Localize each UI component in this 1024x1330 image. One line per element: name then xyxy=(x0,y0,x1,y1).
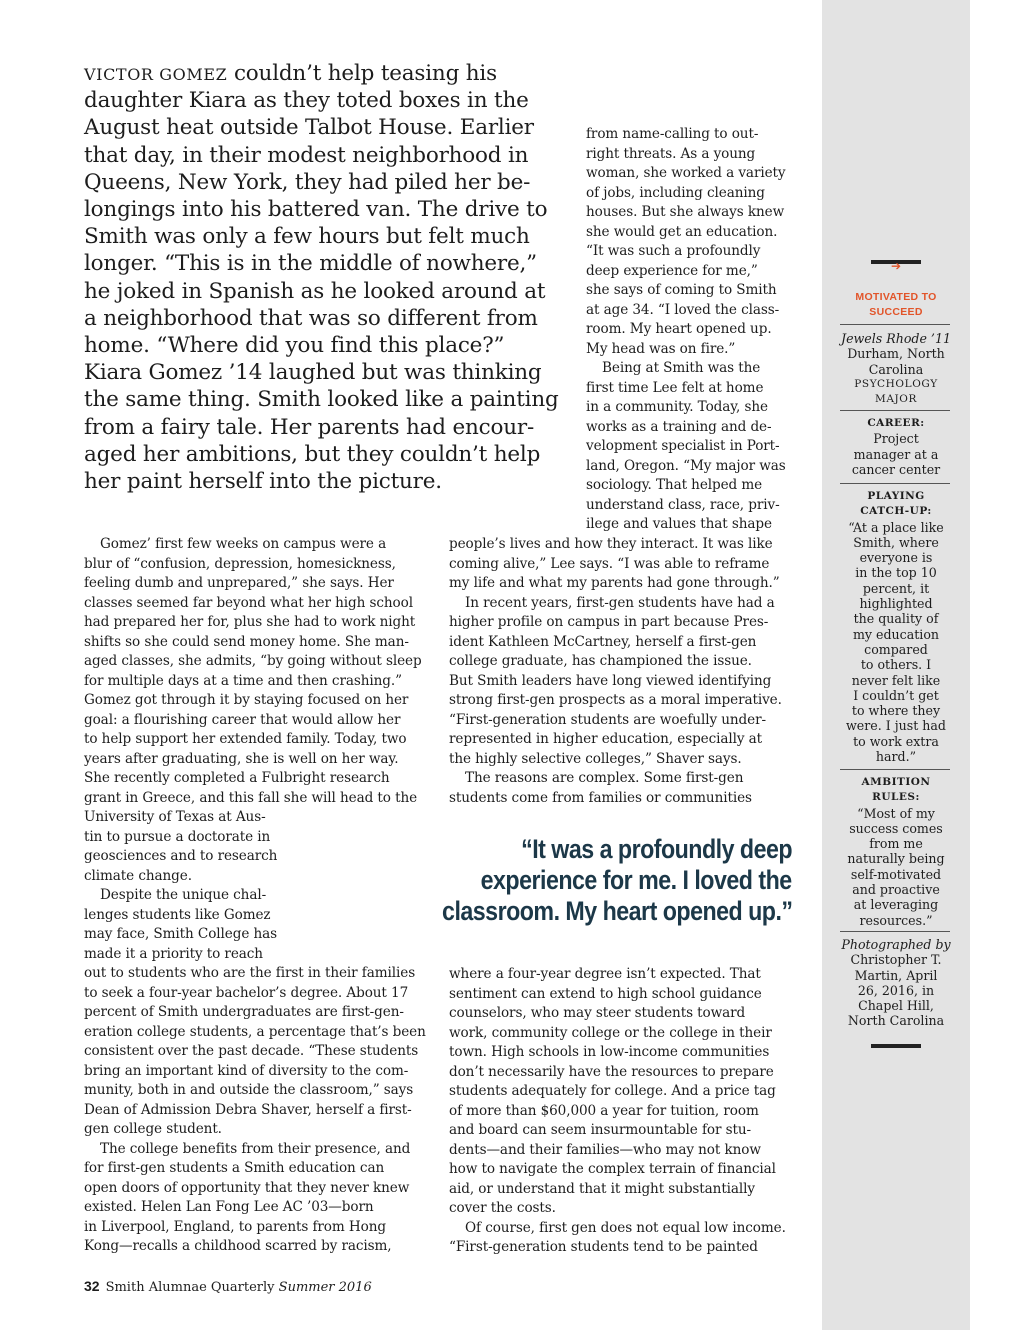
sidebar-text-line: self-motivated xyxy=(850,866,942,882)
profile-name: Jewels Rhode ’11 xyxy=(841,331,951,346)
text-line: Dean of Admission Debra Shaver, herself a first- xyxy=(84,1101,412,1118)
sidebar-text-line: Smith, where xyxy=(853,534,939,550)
text-line: students adequately for college. And a price tag xyxy=(449,1083,776,1099)
text-line: people’s lives and how they interact. It was like xyxy=(449,536,773,552)
text-line: from name-calling to out- xyxy=(586,126,759,142)
text-line: the same thing. Smith looked like a painting xyxy=(84,387,559,413)
sidebar-text-line: to others. I xyxy=(860,657,932,673)
text-line: first time Lee felt at home xyxy=(586,379,764,396)
sidebar-divider xyxy=(840,324,950,325)
sidebar-text-line: Chapel Hill, xyxy=(858,998,934,1014)
sidebar-text-line: and proactive xyxy=(852,882,940,898)
text-line: made it a priority to reach xyxy=(84,945,263,962)
text-line: and board can seem insurmountable for stu- xyxy=(449,1122,751,1138)
sidebar-text-line: the quality of xyxy=(853,611,939,627)
text-line: for first-gen students a Smith education can xyxy=(84,1160,385,1176)
sidebar-bottom-bar xyxy=(871,1044,921,1048)
text-line: out to students who are the first in their families xyxy=(84,965,416,981)
arrow-right-icon: ➔ xyxy=(890,259,902,273)
text-line: her paint herself into the picture. xyxy=(84,469,442,494)
sidebar-text-line: in the top 10 xyxy=(855,565,937,581)
text-line: feeling dumb and unprepared,” she says. Her xyxy=(84,575,394,591)
sidebar-text-line: Martin, April xyxy=(854,967,938,983)
text-line: Queens, New York, they had piled her be- xyxy=(84,169,531,195)
text-line: In recent years, first-gen students have had a xyxy=(465,594,775,611)
text-line: he joked in Spanish as he looked around at xyxy=(84,278,546,304)
text-line: Kiara Gomez ’14 laughed but was thinking xyxy=(84,360,542,386)
text-line: Kong—recalls a childhood scarred by racism, xyxy=(84,1238,392,1254)
text-line: works as a training and de- xyxy=(586,418,772,435)
text-line: aged classes, she admits, “by going without sleep xyxy=(84,653,422,669)
sidebar-text-line: my education xyxy=(852,626,940,642)
text-line: where a four-year degree isn’t expected. That xyxy=(449,966,761,982)
text-line: bring an important kind of diversity to the com- xyxy=(84,1062,409,1079)
text-line: coming alive,” Lee says. “I was able to reframe xyxy=(449,555,770,572)
sidebar-text-line: highlighted xyxy=(859,596,933,612)
text-line: she says of coming to Smith xyxy=(586,282,777,298)
text-line: ident Kathleen McCartney, herself a first-gen xyxy=(449,633,757,650)
text-line: she would get an education. xyxy=(586,223,778,240)
sidebar-text-line: 26, 2016, in xyxy=(857,982,935,998)
text-line: students come from families or communities xyxy=(449,789,752,806)
text-line: Gomez got through it by staying focused on her xyxy=(84,692,409,708)
text-line: grant in Greece, and this fall she will head to the xyxy=(84,789,418,806)
text-line: a neighborhood that was so different from xyxy=(84,305,538,331)
text-line: Gomez’ first few weeks on campus were a xyxy=(100,536,387,552)
sidebar-text-line: success comes xyxy=(849,820,943,836)
text-line: gen college student. xyxy=(84,1121,222,1137)
pull-quote-line: classroom. My heart opened up.” xyxy=(441,896,792,926)
text-line: to help support her extended family. Today, two xyxy=(84,731,407,747)
text-line: dents—and their families—who may not know xyxy=(449,1141,761,1158)
text-line: longer. “This is in the middle of nowhere,” xyxy=(84,251,537,277)
text-line: right threats. As a young xyxy=(586,145,756,162)
text-line: may face, Smith College has xyxy=(84,926,278,942)
sidebar-ambition: AMBITION RULES: “Most of my success comes from me naturally being self-motivated and proactive at leveraging resources.” xyxy=(840,775,952,928)
sidebar-divider xyxy=(840,410,950,411)
text-line: tin to pursue a doctorate in xyxy=(84,828,271,845)
sidebar-text-line: at leveraging xyxy=(853,897,939,913)
text-line: for multiple days at a time and then crashing.” xyxy=(84,672,402,689)
text-line: But Smith leaders have long viewed identifying xyxy=(449,672,772,689)
text-line: Of course, first gen does not equal low income. xyxy=(465,1219,786,1236)
page-footer xyxy=(84,1278,372,1295)
text-line: aid, or understand that it might substantially xyxy=(449,1180,756,1197)
sidebar-text-line: naturally being xyxy=(847,851,945,867)
sidebar-text-line: percent, it xyxy=(862,580,930,596)
text-line: my life and what my parents had gone through.” xyxy=(449,575,780,591)
text-line: represented in higher education, especially at xyxy=(449,731,763,747)
sidebar-text-line: from me xyxy=(869,836,923,852)
text-line: counselors, who may steer students toward xyxy=(449,1005,746,1021)
sidebar-text-line: “At a place like xyxy=(848,519,944,535)
text-line: to seek a four-year bachelor’s degree. About 17 xyxy=(84,984,409,1001)
text-line: climate change. xyxy=(84,867,192,884)
text-line: sociology. That helped me xyxy=(586,477,763,493)
text-line: from a fairy tale. Her parents had encour- xyxy=(84,414,535,440)
text-line: goal: a flourishing career that would allow her xyxy=(84,711,401,728)
sidebar-text-line: North Carolina xyxy=(847,1013,945,1029)
text-line: years after graduating, she is well on her way. xyxy=(84,750,399,767)
sidebar-text-line: were. I just had xyxy=(846,718,946,734)
text-line: August heat outside Talbot House. Earlier xyxy=(84,115,534,141)
text-line: “First-generation students are woefully under- xyxy=(449,711,766,728)
sidebar-divider xyxy=(840,483,950,484)
text-line: woman, she worked a variety xyxy=(586,165,786,181)
text-line: at age 34. “I loved the class- xyxy=(586,301,780,318)
text-line: don’t necessarily have the resources to prepare xyxy=(449,1063,774,1080)
sidebar-text-line: resources.” xyxy=(859,912,933,928)
issue-name: Summer 2016 xyxy=(278,1280,372,1295)
text-line: of jobs, including cleaning xyxy=(586,184,765,201)
text-line: The reasons are complex. Some first-gen xyxy=(465,770,744,786)
text-line: She recently completed a Fulbright research xyxy=(84,770,390,786)
sidebar-text-line: to where they xyxy=(851,703,941,719)
text-line: cover the costs. xyxy=(449,1200,556,1216)
sidebar-text-line: never felt like xyxy=(851,672,941,688)
sidebar-profile: Jewels Rhode ’11 Durham, North Carolina PSYCHOLOGY MAJOR xyxy=(841,331,951,406)
sidebar-career: CAREER: Project manager at a cancer center xyxy=(851,417,941,477)
text-line: houses. But she always knew xyxy=(586,204,785,220)
pull-quote-line: experience for me. I loved the xyxy=(480,865,792,895)
text-line: how to navigate the complex terrain of financial xyxy=(449,1161,776,1177)
sidebar-text-line: to work extra xyxy=(853,733,939,749)
text-line: consistent over the past decade. “These students xyxy=(84,1043,419,1059)
publication-name: Smith Alumnae Quarterly xyxy=(105,1280,275,1295)
sidebar-catch-up: PLAYING CATCH-UP: “At a place like Smith, where everyone is in the top 10 percent, it highlighted the quality of my education compared to others. I never felt like I couldn’t get to where they were. I just had to work extra hard.” xyxy=(840,489,952,764)
text-line: daughter Kiara as they toted boxes in the xyxy=(84,88,529,114)
sidebar-text-line: everyone is xyxy=(859,550,933,566)
text-line: The college benefits from their presence, and xyxy=(100,1140,411,1157)
text-line: aged her ambitions, but they couldn’t help xyxy=(84,441,541,467)
text-line: sentiment can extend to high school guidance xyxy=(449,985,762,1002)
text-line: the highly selective colleges,” Shaver says. xyxy=(449,750,742,767)
text-line: blur of “confusion, depression, homesickness, xyxy=(84,555,396,572)
text-line: understand class, race, priv- xyxy=(586,496,780,513)
text-line: velopment specialist in Port- xyxy=(586,438,780,454)
text-line: munity, both in and outside the classroom,” says xyxy=(84,1082,414,1098)
text-line: in a community. Today, she xyxy=(586,399,768,415)
sidebar-text-line: Christopher T. xyxy=(850,952,942,968)
sidebar-text-line: compared xyxy=(864,641,928,657)
intro-first-line: VICTOR GOMEZ couldn’t help teasing his xyxy=(84,61,497,86)
text-line: home. “Where did you find this place?” xyxy=(84,333,505,358)
text-line: eration college students, a percentage that’s been xyxy=(84,1023,426,1040)
text-line: shifts so she could send money home. She man- xyxy=(84,633,409,650)
page-number: 32 xyxy=(84,1278,100,1294)
text-line: Despite the unique chal- xyxy=(100,887,267,903)
text-line: “First-generation students tend to be painted xyxy=(449,1239,758,1255)
text-line: Being at Smith was the xyxy=(602,360,761,376)
sidebar-text-line: I couldn’t get xyxy=(853,687,939,703)
text-line: room. My heart opened up. xyxy=(586,321,772,337)
text-line: open doors of opportunity that they never knew xyxy=(84,1179,410,1196)
text-line: My head was on fire.” xyxy=(586,340,736,357)
sidebar-divider xyxy=(840,769,950,770)
text-line: “It was such a profoundly xyxy=(586,243,761,259)
text-line: land, Oregon. “My major was xyxy=(586,457,786,474)
text-line: of more than $60,000 a year for tuition, room xyxy=(449,1102,759,1119)
text-line: classes seemed far beyond what her high school xyxy=(84,594,413,611)
text-line: lenges students like Gomez xyxy=(84,906,271,923)
sidebar-divider xyxy=(840,931,950,932)
text-line: geosciences and to research xyxy=(84,848,278,864)
text-line: University of Texas at Aus- xyxy=(84,809,266,825)
text-line: college graduate, has championed the issue. xyxy=(449,653,752,669)
sidebar-photo-credit: Photographed by Christopher T. Martin, April 26, 2016, in Chapel Hill, North Carolina xyxy=(841,937,951,1029)
sidebar-motto: MOTIVATED TO SUCCEED xyxy=(855,291,937,318)
text-line: that day, in their modest neighborhood in xyxy=(84,142,529,168)
text-line: had prepared her for, plus she had to work night xyxy=(84,614,416,630)
text-line: existed. Helen Lan Fong Lee AC ’03—born xyxy=(84,1199,374,1215)
sidebar-text-line: hard.” xyxy=(875,749,917,765)
text-line: deep experience for me,” xyxy=(586,262,758,279)
text-line: longings into his battered van. The drive to xyxy=(84,197,548,222)
text-line: town. High schools in low-income communities xyxy=(449,1044,770,1060)
text-line: work, community college or the college in their xyxy=(449,1024,772,1041)
text-line: in Liverpool, England, to parents from Hong xyxy=(84,1218,386,1235)
text-line: strong first-gen prospects as a moral imperative. xyxy=(449,692,782,708)
pull-quote-line: “It was a profoundly deep xyxy=(521,834,792,864)
sidebar-text-line: “Most of my xyxy=(857,805,935,821)
text-line: ilege and values that shape xyxy=(586,516,772,532)
intro-lead-caps: VICTOR GOMEZ xyxy=(84,65,228,84)
text-line: percent of Smith undergraduates are first-gen- xyxy=(84,1004,404,1020)
text-line: Smith was only a few hours but felt much xyxy=(84,224,530,250)
text-line: higher profile on campus in part because Pres- xyxy=(449,614,769,630)
